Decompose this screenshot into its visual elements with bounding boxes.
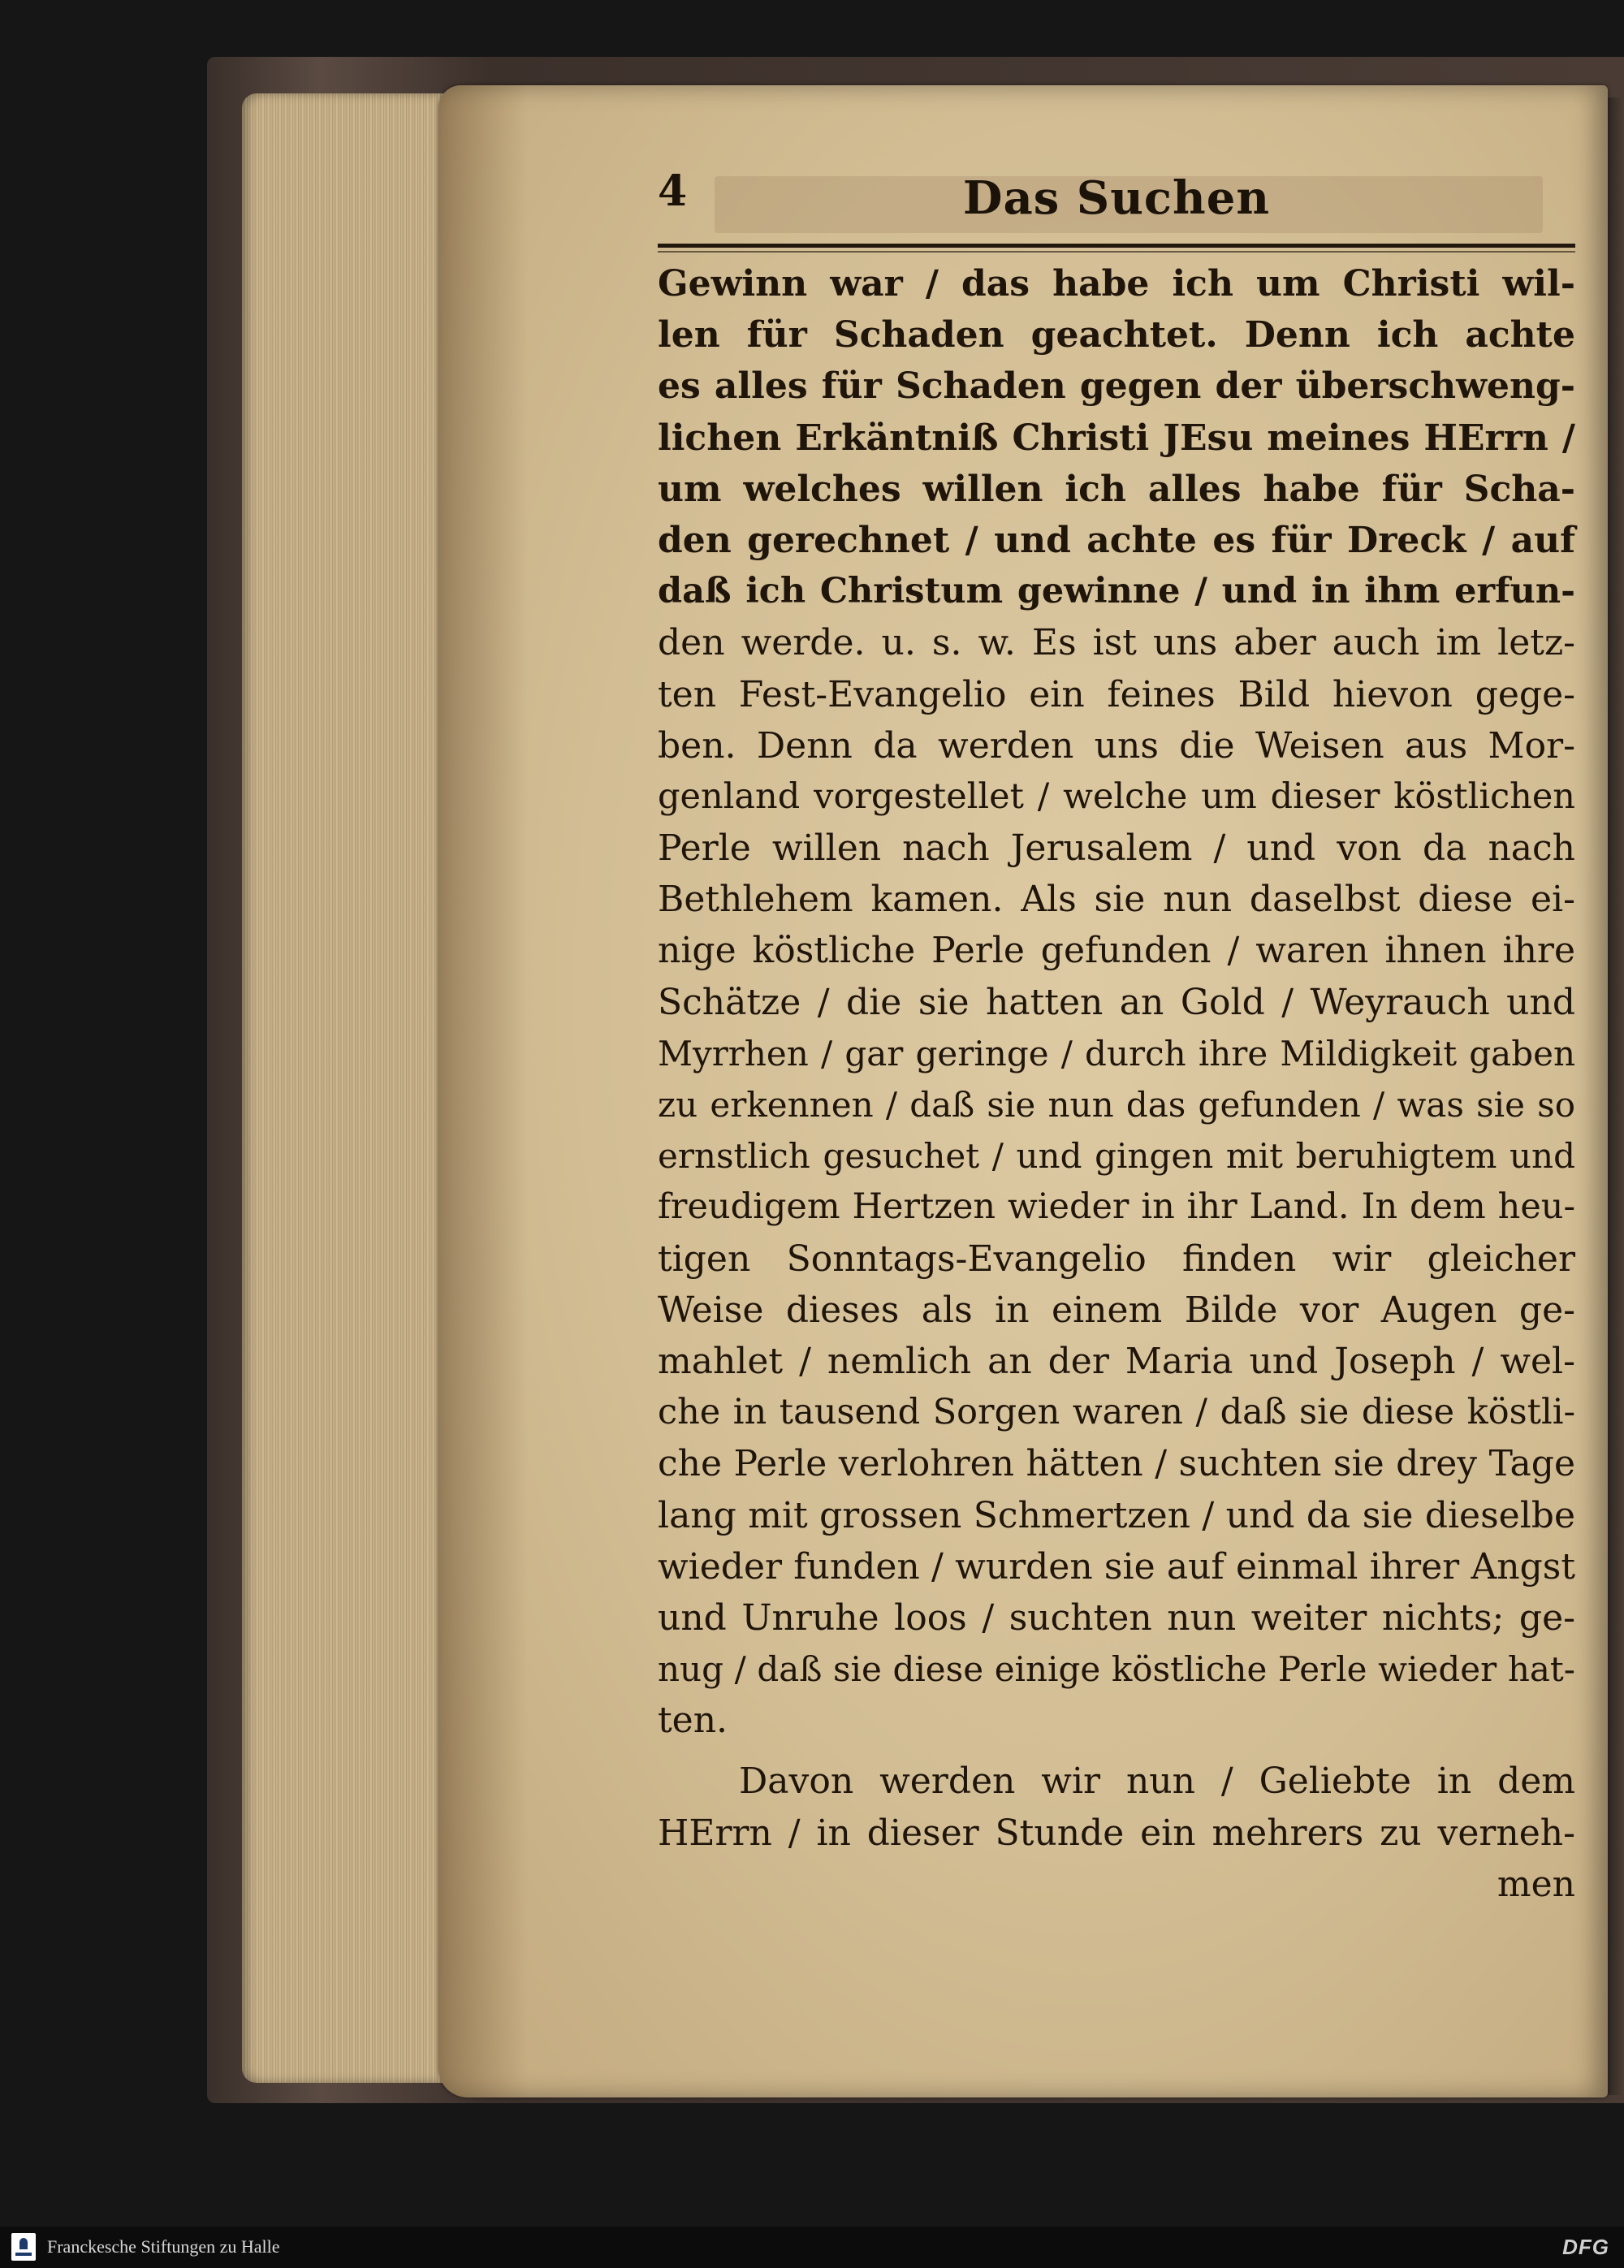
text-line: Gewinn war / das habe ich um Christi wil- [658,263,1575,305]
text-line: len für Schaden geachtet. Denn ich achte [658,314,1575,356]
text-line: freudigem Hertzen wieder in ihr Land. In dem heu- [658,1186,1575,1228]
text-line: lichen Erkäntniß Christi JEsu meines HErrn / [658,417,1575,459]
text-line: ten Fest-Evangelio ein feines Bild hievon gege- [658,673,1575,715]
header-rule [658,244,1575,248]
dfg-logo: DFG [1562,2235,1609,2259]
text-line: daß ich Christum gewinne / und in ihm erfun- [658,571,1575,612]
text-line: den werde. u. s. w. Es ist uns aber auch im letz- [658,622,1575,664]
paragraph [658,258,1575,1746]
text-block [658,258,1575,1910]
text-line: genland vorgestellet / welche um dieser köstlichen [658,775,1575,817]
francke-foundations-logo-icon[interactable] [11,2233,36,2261]
text-line: che in tausend Sorgen waren / daß sie diese köstli- [658,1392,1575,1433]
text-line: den gerechnet / und achte es für Dreck / auf [658,519,1575,561]
text-line: wieder funden / wurden sie auf einmal ihrer Angst [658,1545,1575,1588]
running-header [658,166,1575,244]
text-line: Davon werden wir nun / Geliebte in dem [739,1760,1575,1803]
text-line: um welches willen ich alles habe für Scha- [658,468,1575,510]
catchword: men [1497,1863,1575,1905]
page-gutter-shadow [438,85,528,2097]
text-line: tigen Sonntags-Evangelio finden wir gleicher [658,1238,1575,1280]
text-line: Myrrhen / gar geringe / durch ihre Mildigkeit gaben [658,1033,1575,1074]
page-number: 4 [658,166,688,216]
text-line: nug / daß sie diese einige köstliche Perle wieder hat- [658,1649,1575,1690]
text-line: Schätze / die sie hatten an Gold / Weyrauch und [658,981,1575,1023]
text-line: ten. [658,1700,728,1742]
institution-link[interactable]: Franckesche Stiftungen zu Halle [47,2236,280,2257]
text-line: che Perle verlohren hätten / suchten sie drey Tage [658,1443,1575,1485]
running-title: Das Suchen [962,171,1271,225]
text-line: Bethlehem kamen. Als sie nun daselbst diese ei- [658,879,1575,921]
text-line: lang mit grossen Schmertzen / und da sie dieselbe [658,1494,1575,1536]
paragraph [658,1756,1575,1858]
text-line: zu erkennen / daß sie nun das gefunden / was sie so [658,1085,1575,1125]
text-line: es alles für Schaden gegen der überschweng- [658,365,1575,408]
text-line: ben. Denn da werden uns die Weisen aus Mor- [658,724,1575,767]
footer-bar [0,2227,1624,2268]
text-line: und Unruhe loos / suchten nun weiter nichts; ge- [658,1596,1575,1639]
page-edges [242,93,453,2083]
text-line: HErrn / in dieser Stunde ein mehrers zu verneh- [658,1812,1575,1854]
text-line: Weise dieses als in einem Bilde vor Augen ge- [658,1289,1575,1331]
text-line: ernstlich gesuchet / und gingen mit beruhigtem und [658,1136,1575,1177]
text-line: nige köstliche Perle gefunden / waren ihnen ihre [658,930,1575,972]
text-line: Perle willen nach Jerusalem / und von da nach [658,827,1575,870]
text-line: mahlet / nemlich an der Maria und Joseph / wel- [658,1340,1575,1382]
